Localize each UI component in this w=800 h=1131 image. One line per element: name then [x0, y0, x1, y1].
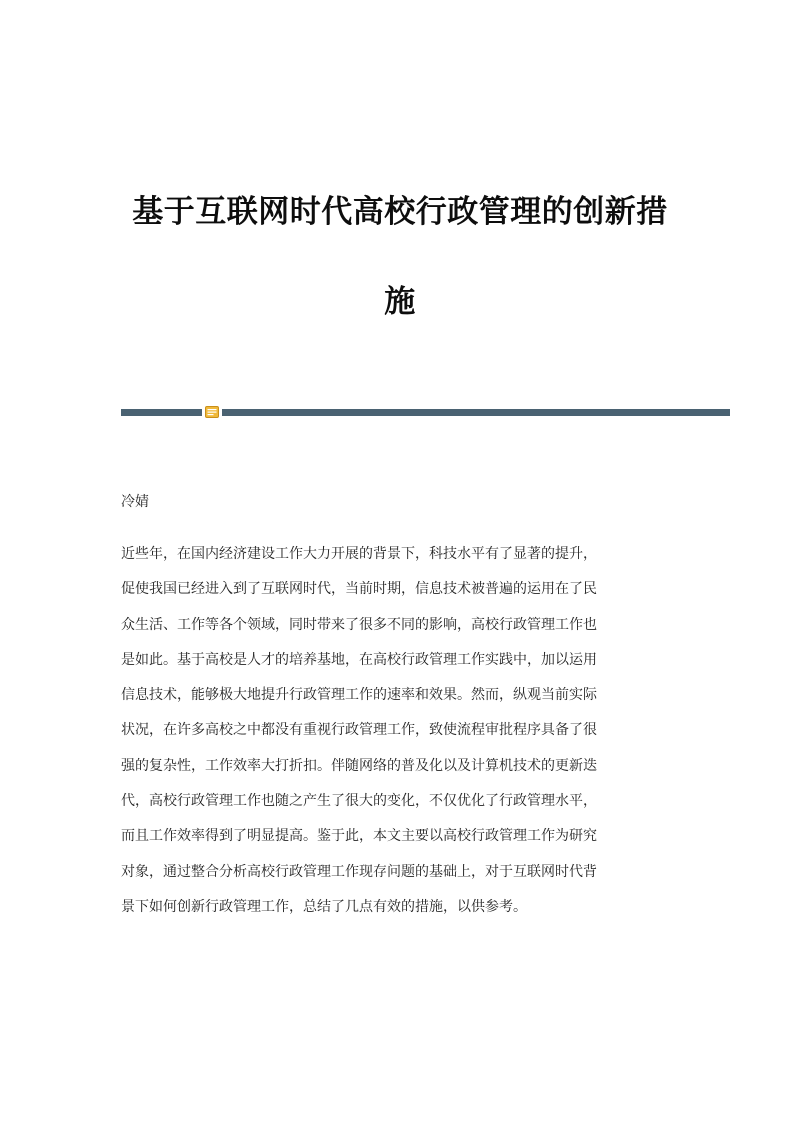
abstract-line: 众生活、工作等各个领域，同时带来了很多不同的影响，高校行政管理工作也 — [121, 616, 597, 633]
abstract-line: 状况，在许多高校之中都没有重视行政管理工作，致使流程审批程序具备了很 — [121, 722, 597, 739]
envelope-icon — [205, 406, 219, 418]
abstract-line: 近些年，在国内经济建设工作大力开展的背景下，科技水平有了显著的提升， — [121, 546, 597, 562]
author-name: 冷婧 — [121, 494, 149, 510]
abstract-line: 促使我国已经进入到了互联网时代，当前时期，信息技术被普遍的运用在了民 — [121, 581, 597, 598]
page-title — [100, 167, 700, 347]
abstract-line: 是如此。基于高校是人才的培养基地，在高校行政管理工作实践中，加以运用 — [121, 651, 597, 668]
title-line-2: 施 — [384, 284, 416, 320]
abstract-line: 强的复杂性，工作效率大打折扣。伴随网络的普及化以及计算机技术的更新迭 — [121, 757, 597, 774]
abstract-line: 景下如何创新行政管理工作，总结了几点有效的措施，以供参考。 — [121, 898, 527, 915]
abstract-line: 对象，通过整合分析高校行政管理工作现存问题的基础上，对于互联网时代背 — [121, 863, 597, 880]
divider-bar-left — [121, 409, 202, 416]
divider-bar-right — [222, 409, 730, 416]
title-divider — [121, 409, 730, 416]
abstract-line: 而且工作效率得到了明显提高。鉴于此，本文主要以高校行政管理工作为研究 — [121, 828, 597, 845]
abstract-line: 信息技术，能够极大地提升行政管理工作的速率和效果。然而，纵观当前实际 — [121, 687, 597, 704]
abstract-line: 代，高校行政管理工作也随之产生了很大的变化，不仅优化了行政管理水平， — [121, 793, 597, 810]
abstract-paragraph — [121, 537, 681, 925]
title-line-1: 基于互联网时代高校行政管理的创新措 — [132, 194, 668, 230]
